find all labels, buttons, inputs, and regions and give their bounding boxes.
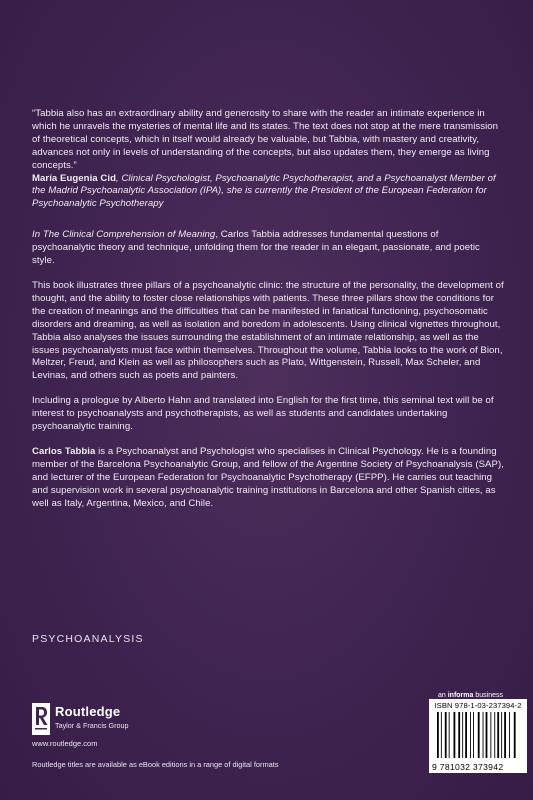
intro-text: , Carlos Tabbia addresses fundamental questions of psychoanalytic theory and technique, unfolding them for the reader in an elegant, passionate, and poetic style. <box>32 229 480 267</box>
isbn-number: ISBN 978-1-03-237394-2 <box>434 701 522 710</box>
publisher-name: Routledge <box>55 704 121 719</box>
author-bio <box>32 446 504 511</box>
pillars-paragraph: This book illustrates three pillars of a psychoanalytic clinic: the structure of the personality, the development of thought, and the ability to foster close relationships with patients. These three pillars show the conditions for the creation of meanings and the difficulties that can be manifested in fanatical functioning, psychosomatic disorders and dreaming, as well as isolation and boredom in adolescents. Using clinical vignettes throughout, Tabbia also analyses the issues surrounding the establishment of an intimate relationship, as well as the issues psychoanalysts must face within themselves. Throughout the volume, Tabbia looks to the work of Bion, Meltzer, Freud, and Klein as well as philosophers such as Plato, Wittgenstein, Russell, Max Scheler, and Levinas, and others such as poets and painters. <box>32 279 504 382</box>
endorser-description: , Clinical Psychologist, Psychoanalytic Psychotherapist, and a Psychoanalyst Member of the Madrid Psychoanalytic Association (IPA), she is currently the President of the European Federation for Psychoanalytic Psychotherapy <box>32 172 496 210</box>
endorser-name: María Eugenia Cid <box>32 172 117 184</box>
endorsement-attribution <box>32 173 504 212</box>
back-cover-text <box>32 108 504 522</box>
barcode-digits: 9 781032 373942 <box>432 762 504 772</box>
barcode-icon <box>435 712 521 760</box>
routledge-r-logo-icon <box>32 703 50 735</box>
endorsement-quote: “Tabbia also has an extraordinary ability and generosity to share with the reader an intimate experience in which he unravels the mysteries of mental life and its states. The text does not stop at the mere transmission of theoretical concepts, which in itself would already be valuable, but Tabbia, with mastery and creativity, advances not only in levels of understanding of the concepts, but also updates them, they emerge as living concepts.” <box>32 108 499 171</box>
intro-paragraph <box>32 229 504 268</box>
publisher-website[interactable]: www.routledge.com <box>32 739 98 748</box>
book-title: In The Clinical Comprehension of Meaning <box>32 229 216 241</box>
author-name: Carlos Tabbia <box>32 445 96 457</box>
prologue-paragraph: Including a prologue by Alberto Hahn and translated into English for the first time, this seminal text will be of interest to psychoanalysts and psychotherapists, as well as students and candidates undertaking psychoanalytic training. <box>32 395 494 433</box>
ebook-note: Routledge titles are available as eBook editions in a range of digital formats <box>32 760 279 769</box>
informa-business-label: an informa business <box>438 692 503 699</box>
publisher-block <box>32 703 232 739</box>
isbn-barcode <box>429 699 527 773</box>
publisher-group: Taylor & Francis Group <box>55 721 129 730</box>
author-bio-text: is a Psychoanalyst and Psychologist who specialises in Clinical Psychology. He is a founding member of the Barcelona Psychoanalytic Group, and fellow of the Argentine Society of Psychoanalysis (SAP), and lecturer of the European Federation for Psychoanalytic Psychotherapy (EFPP). He carries out teaching and supervision work in several psychoanalytic training institutions in Barcelona and other Spanish cities, as well as Italy, Argentina, Mexico, and Chile. <box>32 445 504 509</box>
subject-category: PSYCHOANALYSIS <box>32 633 144 645</box>
